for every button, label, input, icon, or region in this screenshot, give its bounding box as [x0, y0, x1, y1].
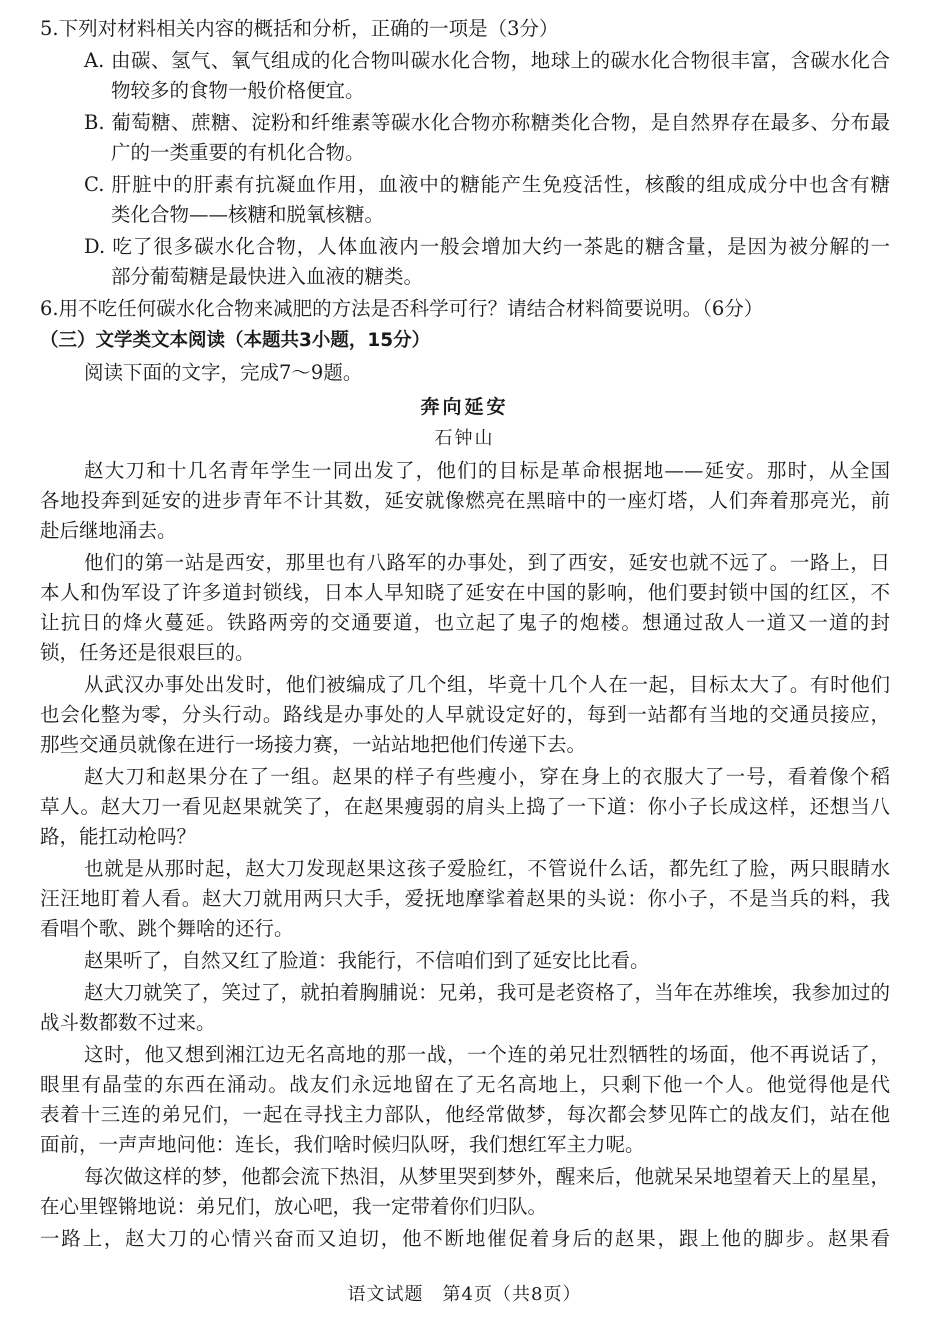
- article-line-6: 让抗日的烽火蔓延。铁路两旁的交通要道，也立起了鬼子的炮楼。想通过敌人一道又一道的封: [40, 611, 890, 634]
- article-line-8: 从武汉办事处出发时，他们被编成了几个组，毕竟十几个人在一起，目标太大了。有时他们: [84, 673, 890, 696]
- article-line-18: 赵大刀就笑了，笑过了，就拍着胸脯说：兄弟，我可是老资格了，当年在苏维埃，我参加过的: [84, 981, 890, 1004]
- article-line-11: 赵大刀和赵果分在了一组。赵果的样子有些瘦小，穿在身上的衣服大了一号，看着像个稻: [84, 765, 890, 788]
- article-line-14: 也就是从那时起，赵大刀发现赵果这孩子爱脸红，不管说什么话，都先红了脸，两只眼睛水: [84, 857, 890, 880]
- article-author: 石钟山: [434, 428, 495, 449]
- article-line-19: 战斗数都数不过来。: [40, 1011, 216, 1034]
- question-6-stem: 6.用不吃任何碳水化合物来减肥的方法是否科学可行？请结合材料简要说明。（6分）: [40, 297, 764, 320]
- article-line-20: 这时，他又想到湘江边无名高地的那一战，一个连的弟兄壮烈牺牲的场面，他不再说话了，: [84, 1043, 890, 1066]
- article-line-10: 那些交通员就像在进行一场接力赛，一站站地把他们传递下去。: [40, 733, 587, 756]
- article-line-16: 看唱个歌、跳个舞啥的还行。: [40, 917, 294, 940]
- article-line-26: 一路上，赵大刀的心情兴奋而又迫切，他不断地催促着身后的赵果，跟上他的脚步。赵果看: [40, 1227, 890, 1250]
- q5-option-a-line1: A. 由碳、氢气、氧气组成的化合物叫碳水化合物，地球上的碳水化合物很丰富，含碳水化合: [84, 49, 890, 72]
- article-line-5: 本人和伪军设了许多道封锁线，日本人早知晓了延安在中国的影响，他们要封锁中国的红区，不: [40, 581, 890, 604]
- article-line-25: 在心里铿锵地说：弟兄们，放心吧，我一定带着你们归队。: [40, 1195, 548, 1218]
- article-line-21: 眼里有晶莹的东西在涌动。战友们永远地留在了无名高地上，只剩下他一个人。他觉得他是代: [40, 1073, 890, 1096]
- question-5-stem: 5.下列对材料相关内容的概括和分析，正确的一项是（3分）: [40, 17, 559, 40]
- q5-option-c-line1: C. 肝脏中的肝素有抗凝血作用，血液中的糖能产生免疫活性，核酸的组成成分中也含有糖: [84, 173, 890, 196]
- article-line-23: 面前，一声声地问他：连长，我们啥时候归队呀，我们想红军主力呢。: [40, 1133, 645, 1156]
- q5-option-b-line2: 广的一类重要的有机化合物。: [111, 141, 365, 164]
- q5-option-d-line1: D. 吃了很多碳水化合物，人体血液内一般会增加大约一茶匙的糖含量，是因为被分解的一: [84, 235, 890, 258]
- section-intro: 阅读下面的文字，完成7～9题。: [84, 361, 363, 384]
- article-line-4: 他们的第一站是西安，那里也有八路军的办事处，到了西安，延安也就不远了。一路上，日: [84, 551, 890, 574]
- article-line-15: 汪汪地盯着人看。赵大刀就用两只大手，爱抚地摩挲着赵果的头说：你小子，不是当兵的料，我: [40, 887, 890, 910]
- article-line-1: 赵大刀和十几名青年学生一同出发了，他们的目标是革命根据地——延安。那时，从全国: [84, 459, 890, 482]
- article-line-13: 路，能扛动枪吗？: [40, 825, 197, 848]
- article-line-9: 也会化整为零，分头行动。路线是办事处的人早就设定好的，每到一站都有当地的交通员接应，: [40, 703, 890, 726]
- article-title: 奔向延安: [420, 396, 509, 418]
- q5-option-c-line2: 类化合物——核糖和脱氧核糖。: [111, 203, 385, 226]
- article-line-12: 草人。赵大刀一看见赵果就笑了，在赵果瘦弱的肩头上捣了一下道：你小子长成这样，还想当八: [40, 795, 890, 818]
- article-line-24: 每次做这样的梦，他都会流下热泪，从梦里哭到梦外，醒来后，他就呆呆地望着天上的星星，: [84, 1165, 890, 1188]
- article-line-2: 各地投奔到延安的进步青年不计其数，延安就像燃亮在黑暗中的一座灯塔，人们奔着那亮光，前: [40, 489, 890, 512]
- q5-option-d-line2: 部分葡萄糖是最快进入血液的糖类。: [111, 265, 424, 288]
- page-footer: 语文试题 第4页（共8页）: [347, 1284, 582, 1305]
- article-line-7: 锁，任务还是很艰巨的。: [40, 641, 255, 664]
- section-heading: （三）文学类文本阅读（本题共3小题，15分）: [40, 330, 431, 351]
- article-line-17: 赵果听了，自然又红了脸道：我能行，不信咱们到了延安比比看。: [84, 949, 650, 972]
- article-line-22: 表着十三连的弟兄们，一起在寻找主力部队，他经常做梦，每次都会梦见阵亡的战友们，站在他: [40, 1103, 890, 1126]
- article-line-3: 赴后继地涌去。: [40, 519, 177, 542]
- q5-option-b-line1: B. 葡萄糖、蔗糖、淀粉和纤维素等碳水化合物亦称糖类化合物，是自然界存在最多、分布最: [84, 111, 890, 134]
- q5-option-a-line2: 物较多的食物一般价格便宜。: [111, 79, 365, 102]
